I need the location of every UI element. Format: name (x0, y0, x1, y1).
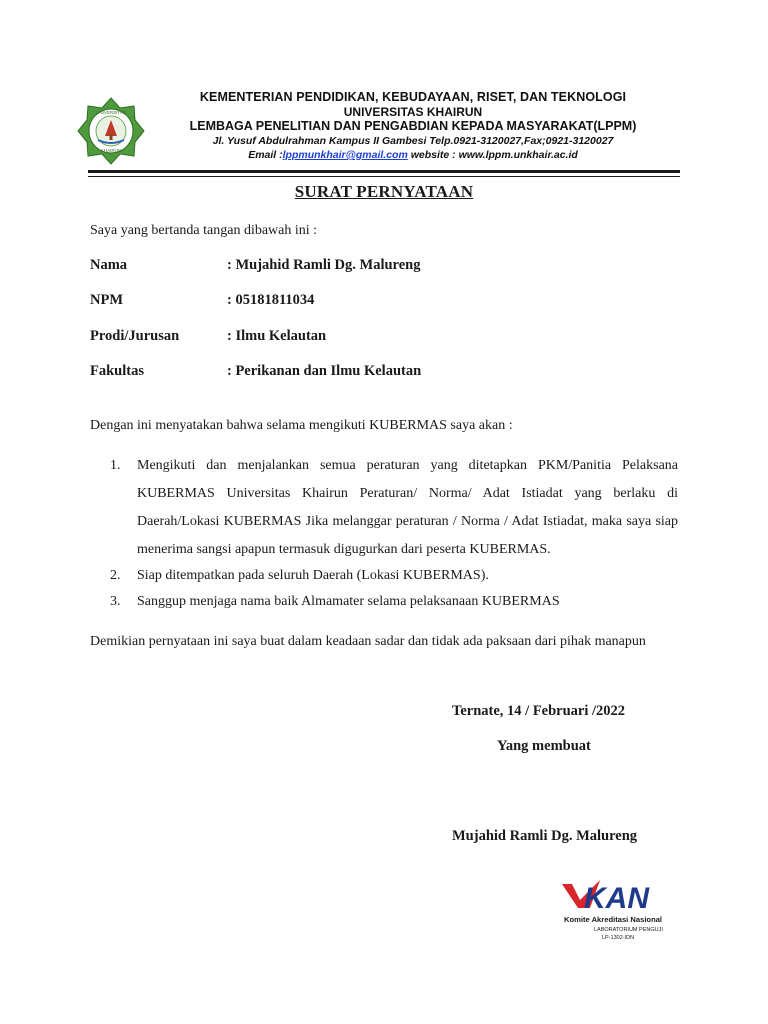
field-value: : Perikanan dan Ilmu Kelautan (227, 363, 422, 379)
intro-text: Saya yang bertanda tangan dibawah ini : (90, 223, 318, 238)
closing-text: Demikian pernyataan ini saya buat dalam keadaan sadar dan tidak ada paksaan dari pihak manapun (90, 634, 646, 649)
kan-line2: LABORATORIUM PENGUJI (594, 927, 663, 933)
letterhead (76, 90, 680, 174)
field-value: : Mujahid Ramli Dg. Malureng (227, 257, 421, 273)
place-date: Ternate, 14 / Februari /2022 (452, 703, 626, 719)
commitment-list (90, 452, 678, 616)
kan-wordmark: KAN (584, 882, 649, 915)
signer-role: Yang membuat (497, 738, 591, 754)
university-logo (76, 96, 146, 166)
field-label: Nama (90, 257, 128, 273)
signer-name: Mujahid Ramli Dg. Malureng (452, 828, 638, 844)
field-value: : Ilmu Kelautan (227, 328, 327, 344)
field-label: NPM (90, 292, 124, 308)
email-label: Email : (248, 149, 283, 161)
statement-text: Dengan ini menyatakan bahwa selama mengikuti KUBERMAS saya akan : (90, 418, 513, 433)
field-label: Fakultas (90, 363, 144, 379)
institute-name: LEMBAGA PENELITIAN DAN PENGABDIAN KEPADA MASYARAKAT(LPPM) (189, 119, 637, 133)
list-number: 2. (110, 568, 121, 583)
header-divider-thick (88, 170, 680, 173)
list-number: 3. (110, 594, 121, 609)
field-value: : 05181811034 (227, 292, 315, 308)
list-text: Siap ditempatkan pada seluruh Daerah (Lokasi KUBERMAS). (137, 568, 489, 583)
letterhead-text (146, 90, 680, 162)
email-link[interactable]: lppmunkhair@gmail.com (282, 149, 408, 161)
address-line: Jl. Yusuf Abdulrahman Kampus II Gambesi Telp.0921-3120027,Fax;0921-3120027 (212, 135, 614, 147)
logo-text-bottom: KHAIRUN (100, 148, 122, 153)
kan-line3: LP-1302-IDN (602, 935, 635, 941)
list-text: Mengikuti dan menjalankan semua peraturan yang ditetapkan PKM/Panitia Pelaksana KUBERMAS Universitas Khairun Peraturan/ Norma/ Adat Istiadat yang berlaku di Daerah/Lokasi KUBERMAS Jika melanggar peraturan / Norma / Adat Istiadat, maka saya siap menerima sangsi apapun termasuk digugurkan dari peserta KUBERMAS. (137, 458, 678, 557)
list-item (90, 588, 678, 616)
list-item (90, 452, 678, 564)
kan-accreditation-logo (560, 878, 676, 944)
field-label: Prodi/Jurusan (90, 328, 180, 344)
university-name: UNIVERSITAS KHAIRUN (343, 105, 483, 119)
website-text: website : www.lppm.unkhair.ac.id (407, 149, 578, 161)
list-item (90, 562, 678, 590)
document-title: SURAT PERNYATAAN (294, 182, 474, 201)
ministry-name: KEMENTERIAN PENDIDIKAN, KEBUDAYAAN, RISET, DAN TEKNOLOGI (199, 90, 627, 104)
header-divider-thin (88, 176, 680, 177)
contact-line (146, 148, 680, 162)
logo-text-top: UNIVERSITAS (96, 110, 126, 115)
list-text: Sanggup menjaga nama baik Almamater selama pelaksanaan KUBERMAS (137, 594, 560, 609)
list-number: 1. (110, 458, 121, 473)
kan-line1: Komite Akreditasi Nasional (564, 915, 663, 924)
